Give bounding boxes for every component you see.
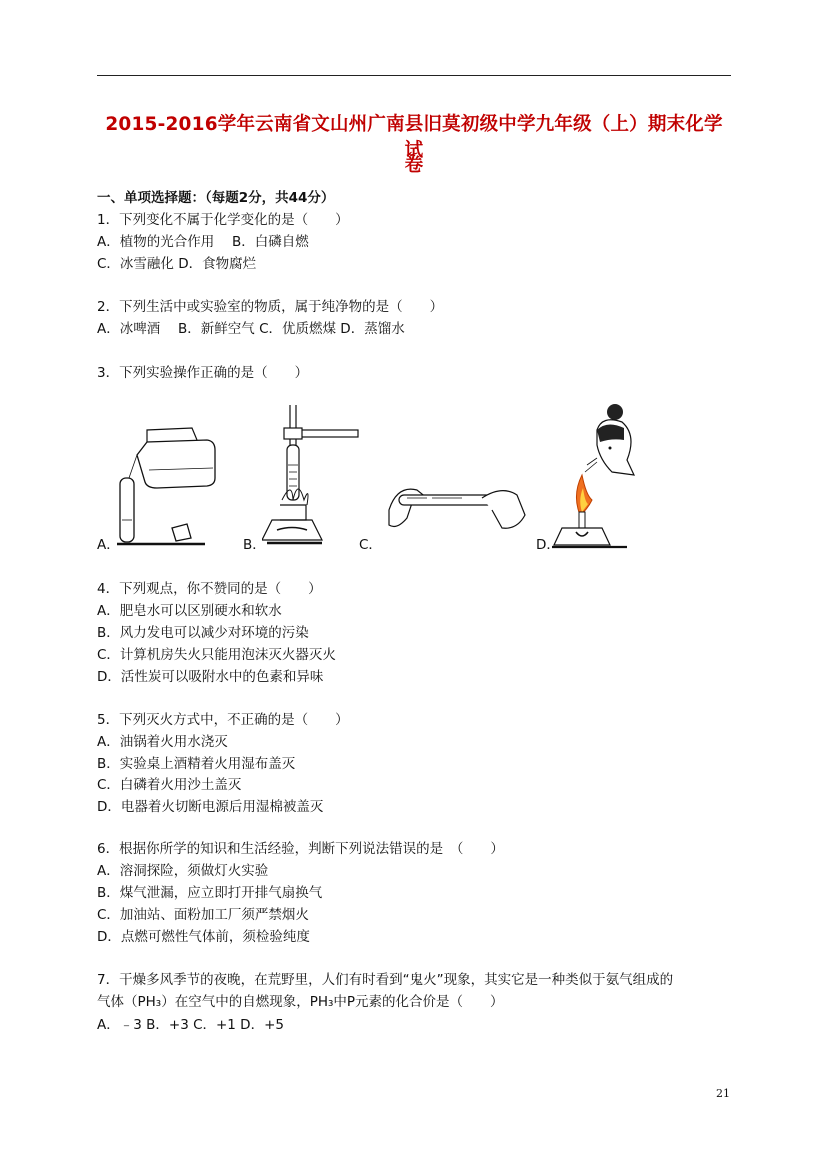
q4-stem: 4．下列观点，你不赞同的是（ ） <box>97 581 322 597</box>
q1-options-ab: A．植物的光合作用 B．白磷自燃 <box>97 234 309 250</box>
figure-label-c: C． <box>359 537 382 553</box>
q5-option-d: D．电器着火切断电源后用湿棉被盖灭 <box>97 799 324 815</box>
q2-options: A．冰啤酒 B．新鲜空气 C．优质燃煤 D．蒸馏水 <box>97 321 405 337</box>
figure-label-b: B． <box>243 537 266 553</box>
section-heading: 一、单项选择题：（每题2分，共44分） <box>97 190 335 206</box>
figure-b-heating <box>262 400 372 550</box>
figure-c-hands-tube <box>387 470 527 550</box>
q1-options-cd: C．冰雪融化 D．食物腐烂 <box>97 256 257 272</box>
q2-stem: 2．下列生活中或实验室的物质，属于纯净物的是（ ） <box>97 299 444 315</box>
q5-stem: 5．下列灭火方式中，不正确的是（ ） <box>97 712 349 728</box>
q3-stem: 3．下列实验操作正确的是（ ） <box>97 365 309 381</box>
q5-option-a: A．油锅着火用水浇灭 <box>97 734 228 750</box>
q5-option-b: B．实验桌上酒精着火用湿布盖灭 <box>97 756 296 772</box>
q7-options: A．﹣3 B．+3 C．+1 D．+5 <box>97 1017 284 1033</box>
q7-stem-line2: 气体（PH₃）在空气中的自燃现象，PH₃中P元素的化合价是（ ） <box>97 994 504 1010</box>
q6-option-d: D．点燃可燃性气体前，须检验纯度 <box>97 929 310 945</box>
q6-stem: 6．根据你所学的知识和生活经验，判断下列说法错误的是 （ ） <box>97 841 504 857</box>
q4-option-a: A．肥皂水可以区别硬水和软水 <box>97 603 282 619</box>
q6-option-c: C．加油站、面粉加工厂须严禁烟火 <box>97 907 309 923</box>
page-number: 21 <box>716 1087 730 1100</box>
figure-d-blowing-lamp <box>552 400 652 550</box>
header-rule <box>97 75 731 76</box>
q5-option-c: C．白磷着火用沙土盖灭 <box>97 777 242 793</box>
page-title-line2: 卷 <box>404 155 424 176</box>
figure-a-pouring <box>117 410 232 550</box>
figure-label-a: A． <box>97 537 120 553</box>
q1-stem: 1．下列变化不属于化学变化的是（ ） <box>97 212 349 228</box>
figure-label-d: D． <box>536 537 560 553</box>
q3-figures <box>97 400 737 555</box>
q6-option-b: B．煤气泄漏，应立即打开排气扇换气 <box>97 885 323 901</box>
q4-option-d: D．活性炭可以吸附水中的色素和异味 <box>97 669 324 685</box>
q6-option-a: A．溶洞探险，须做灯火实验 <box>97 863 269 879</box>
q7-stem-line1: 7．干燥多风季节的夜晚，在荒野里，人们有时看到“鬼火”现象，其实它是一种类似于氨气组成的 <box>97 972 674 988</box>
page-title-line1: 2015-2016学年云南省文山州广南县旧莫初级中学九年级（上）期末化学试 <box>105 114 723 161</box>
q4-option-c: C．计算机房失火只能用泡沫灭火器灭火 <box>97 647 336 663</box>
q4-option-b: B．风力发电可以减少对环境的污染 <box>97 625 309 641</box>
